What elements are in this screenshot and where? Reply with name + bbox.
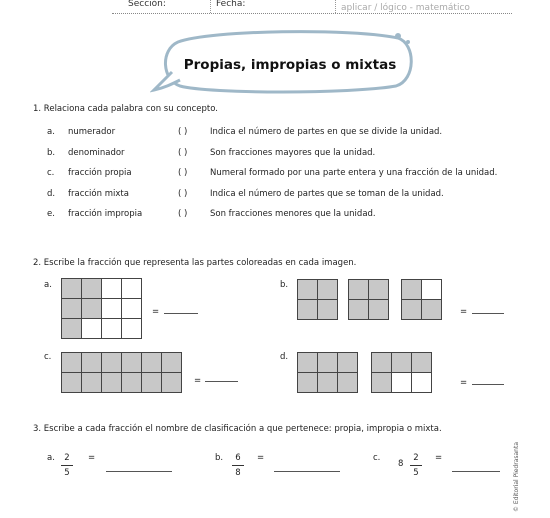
skill-hint: aplicar / lógico - matemático: [341, 3, 470, 13]
q1-definition: Indica el número de partes que se toman de la unidad.: [210, 189, 444, 199]
q1-definition: Son fracciones mayores que la unidad.: [210, 148, 376, 158]
equals-sign: =: [194, 376, 202, 386]
q1-term: fracción mixta: [68, 189, 129, 199]
q2d-answer-line[interactable]: [472, 384, 504, 385]
date-label: Fecha:: [216, 0, 246, 9]
q1-letter: b.: [47, 148, 56, 158]
equals-sign: =: [88, 453, 96, 463]
q1-answer-paren[interactable]: ( ): [178, 189, 188, 199]
question-2-prompt: 2. Escribe la fracción que representa las partes coloreadas en cada imagen.: [33, 258, 357, 268]
q1-definition: Son fracciones menores que la unidad.: [210, 209, 376, 219]
q3-letter: b.: [215, 453, 224, 463]
q2a-answer-line[interactable]: [164, 313, 198, 314]
q1-answer-paren[interactable]: ( ): [178, 148, 188, 158]
q1-term: fracción propia: [68, 168, 132, 178]
q2b-answer-line[interactable]: [472, 313, 504, 314]
fraction-bar: [61, 465, 73, 466]
q1-letter: c.: [47, 168, 55, 178]
q2-label-c: c.: [44, 352, 52, 362]
numerator: 2: [64, 453, 70, 463]
q3-letter: c.: [373, 453, 381, 463]
q2a-fraction-grid: [61, 278, 145, 341]
q2-label-a: a.: [44, 280, 52, 290]
q2d-grid-2: [371, 352, 435, 394]
q1-term: denominador: [68, 148, 125, 158]
q1-letter: a.: [47, 127, 55, 137]
q2c-answer-line[interactable]: [205, 381, 238, 382]
whole-number: 8: [398, 459, 404, 469]
q2c-fraction-grid: [61, 352, 187, 394]
q2d-grid-1: [297, 352, 361, 394]
header-rule: [112, 13, 512, 14]
header-separator: [335, 0, 336, 13]
fraction-bar: [410, 465, 422, 466]
q1-answer-paren[interactable]: ( ): [178, 209, 188, 219]
q2b-grid-2: [348, 279, 392, 321]
equals-sign: =: [152, 307, 160, 317]
q2-label-b: b.: [280, 280, 289, 290]
q3-letter: a.: [47, 453, 55, 463]
fraction-bar: [232, 465, 244, 466]
numerator: 2: [413, 453, 419, 463]
q3b-answer-line[interactable]: [274, 471, 340, 472]
numerator: 6: [235, 453, 241, 463]
worksheet-title: Propias, impropias o mixtas: [183, 57, 397, 73]
denominator: 8: [235, 468, 241, 478]
q2b-grid-3: [401, 279, 445, 321]
q2b-grid-1: [297, 279, 341, 321]
header-separator: [210, 0, 211, 13]
q3a-answer-line[interactable]: [106, 471, 172, 472]
q1-letter: d.: [47, 189, 56, 199]
q2-label-d: d.: [280, 352, 289, 362]
q3a-fraction: [61, 453, 73, 478]
q1-answer-paren[interactable]: ( ): [178, 127, 188, 137]
equals-sign: =: [460, 307, 468, 317]
denominator: 5: [64, 468, 70, 478]
publisher-credit: © Editorial Piedrasanta: [513, 441, 520, 512]
q1-term: fracción impropia: [68, 209, 143, 219]
q1-term: numerador: [68, 127, 116, 137]
q3c-answer-line[interactable]: [452, 471, 500, 472]
equals-sign: =: [435, 453, 443, 463]
equals-sign: =: [257, 453, 265, 463]
question-1-prompt: 1. Relaciona cada palabra con su concepto.: [33, 104, 218, 114]
q3c-fraction: [410, 453, 422, 478]
q3b-fraction: [232, 453, 244, 478]
q1-answer-paren[interactable]: ( ): [178, 168, 188, 178]
section-label: Sección:: [128, 0, 166, 9]
question-3-prompt: 3. Escribe a cada fracción el nombre de clasificación a que pertenece: propia, impropia o mixta.: [33, 424, 442, 434]
q1-definition: Numeral formado por una parte entera y una fracción de la unidad.: [210, 168, 498, 178]
equals-sign: =: [460, 378, 468, 388]
q1-letter: e.: [47, 209, 55, 219]
q1-definition: Indica el número de partes en que se divide la unidad.: [210, 127, 443, 137]
denominator: 5: [413, 468, 419, 478]
